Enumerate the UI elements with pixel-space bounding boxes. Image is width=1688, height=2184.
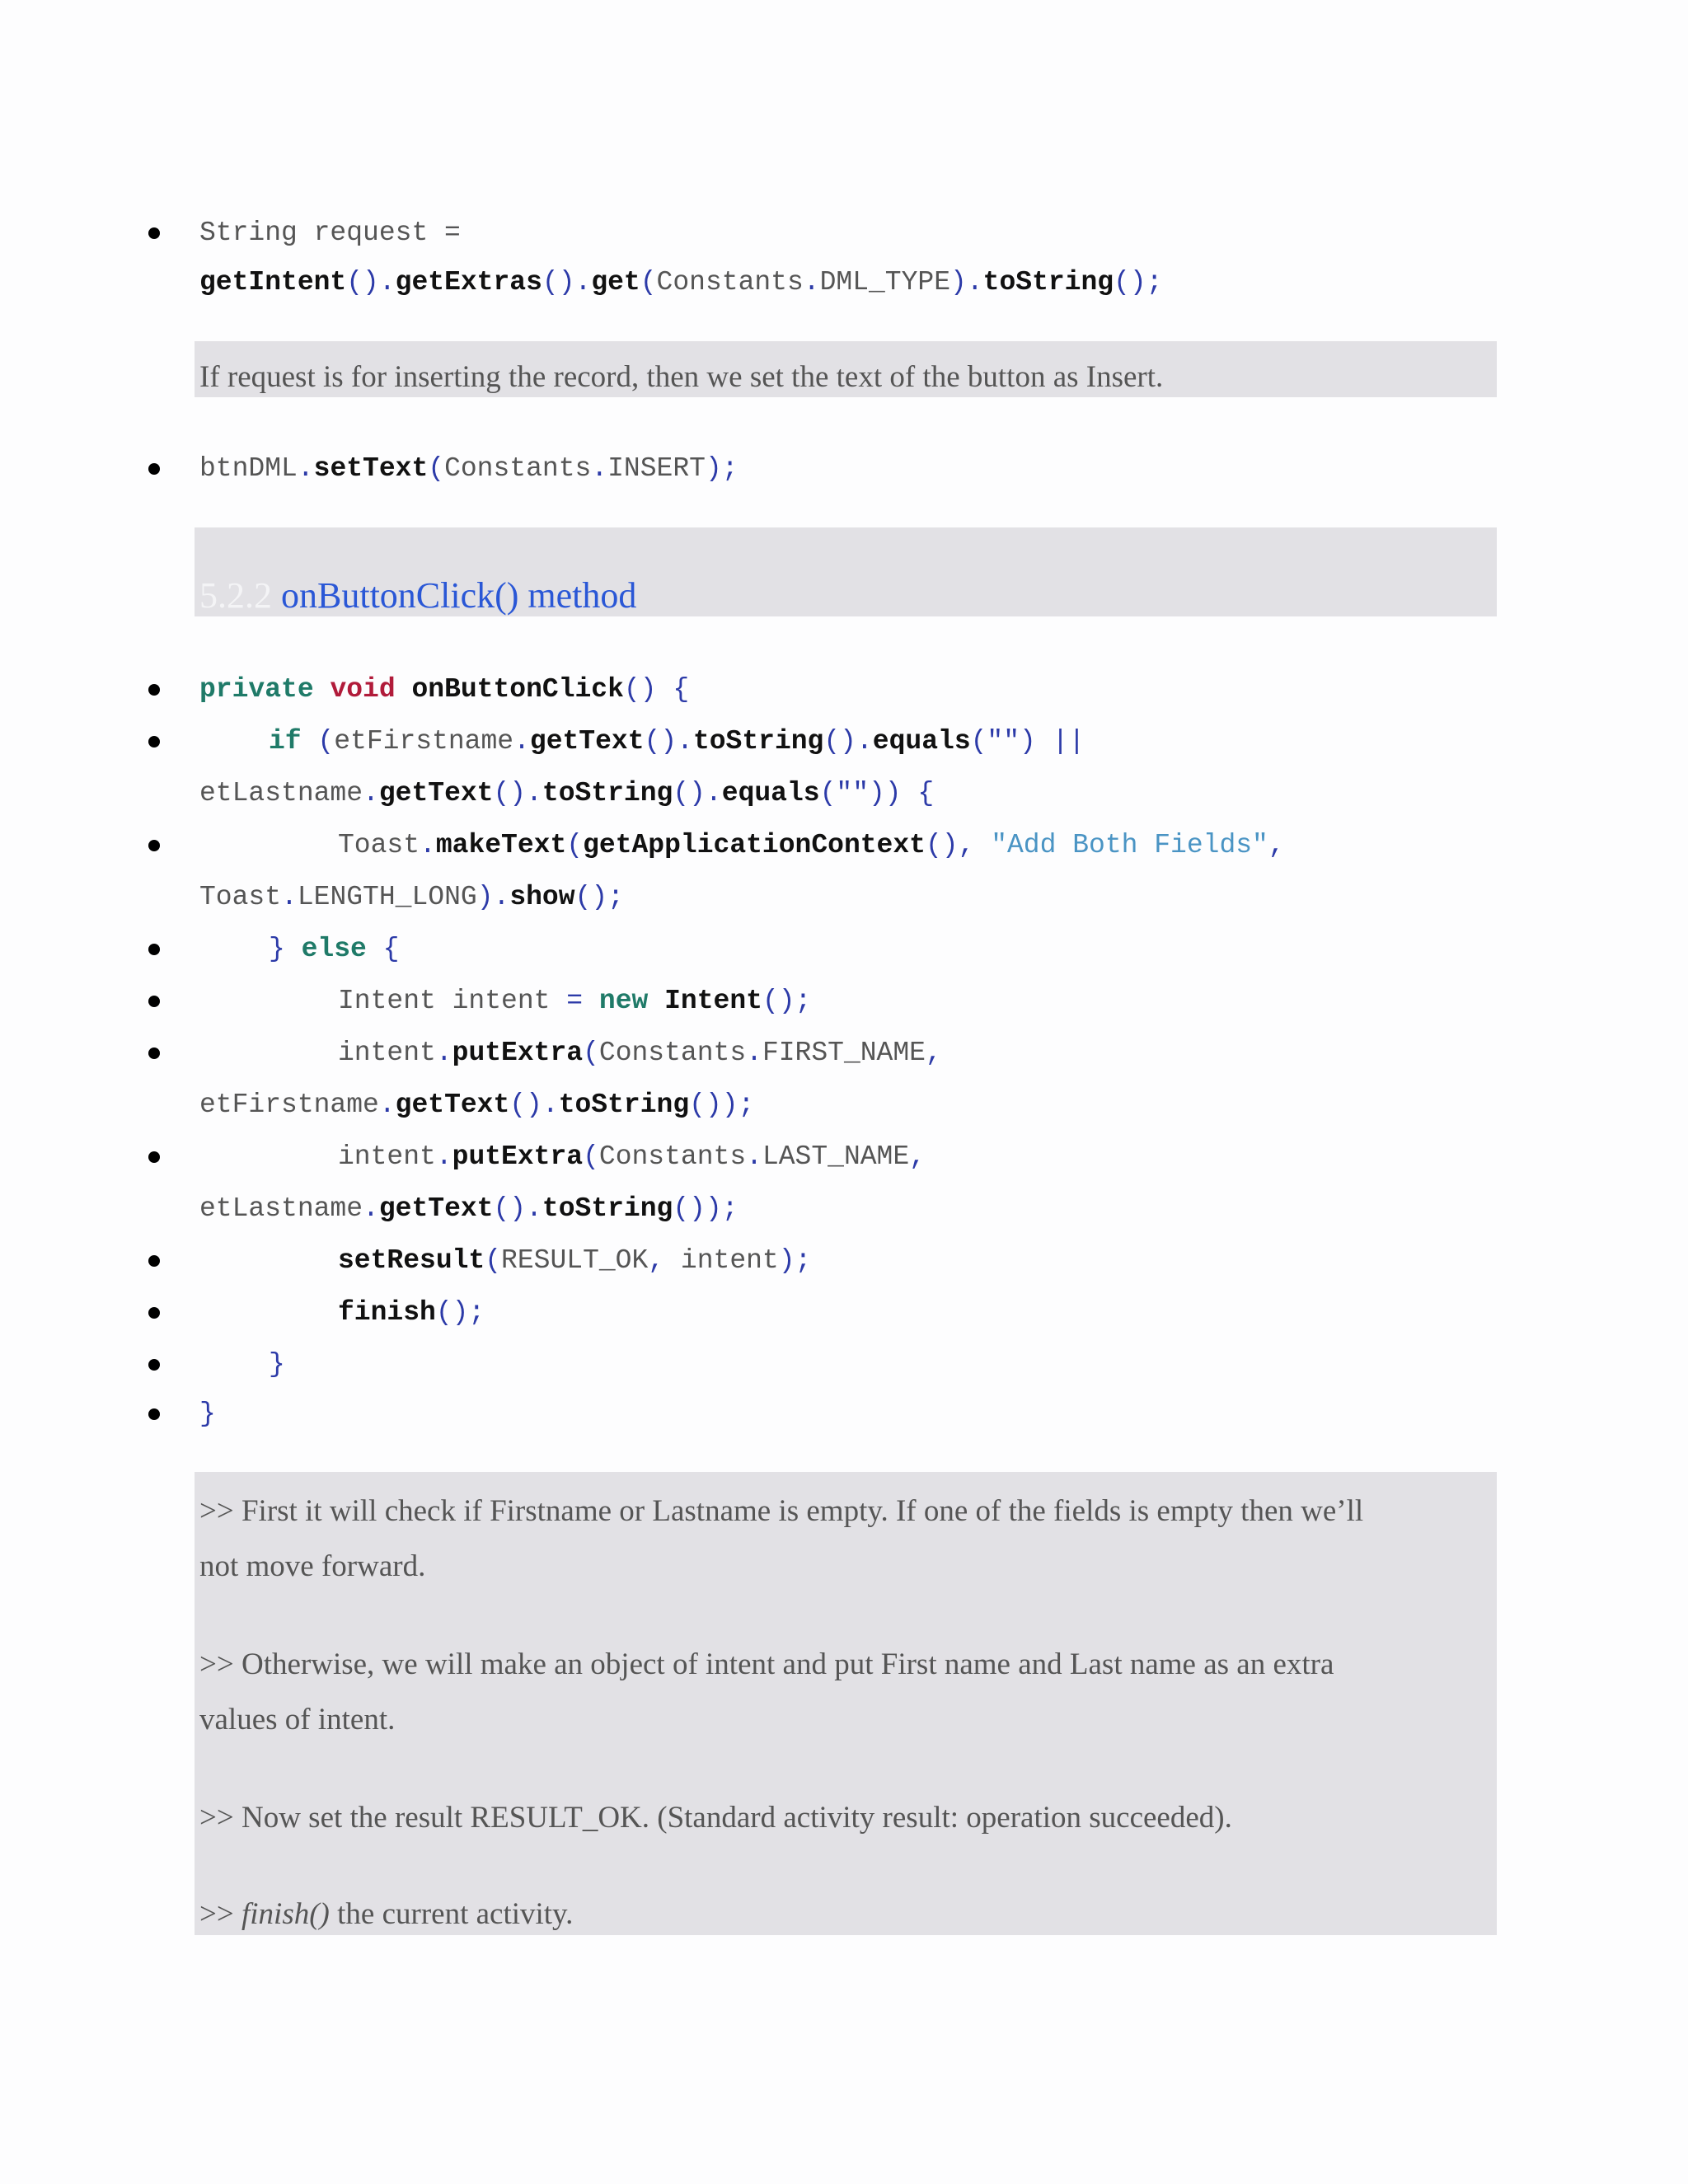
code-token: equals <box>721 778 820 808</box>
code-token: DML_TYPE <box>819 267 951 298</box>
bullet <box>148 1047 160 1059</box>
explanation-suffix: the current activity. <box>337 1897 574 1931</box>
code-token: Toast <box>338 830 420 860</box>
code-token: void <box>330 674 396 705</box>
section-title: onButtonClick() method <box>281 575 637 616</box>
code-token: . <box>856 726 873 757</box>
code-line <box>199 217 461 250</box>
code-line <box>338 829 1285 862</box>
code-token: getIntent <box>199 267 347 298</box>
code-token: . <box>803 267 820 298</box>
code-token: ( <box>583 1141 599 1172</box>
code-line <box>338 1037 942 1070</box>
bullet <box>148 996 160 1007</box>
code-token: . <box>526 1193 542 1224</box>
code-token: makeText <box>435 830 567 860</box>
explanation-paragraph <box>199 1898 573 1931</box>
code-token: setText <box>313 453 429 484</box>
code-token: . <box>281 882 298 912</box>
code-token: } <box>269 1349 285 1380</box>
code-token: toString <box>692 726 824 757</box>
section-heading <box>199 575 636 616</box>
code-token: getExtras <box>395 267 542 298</box>
note-text: If request is for inserting the record, then we set the text of the button as Insert. <box>199 360 1164 394</box>
code-token: etLastname <box>199 1193 363 1224</box>
code-token: ); <box>705 453 738 484</box>
code-token: (); <box>574 882 624 912</box>
code-token: putExtra <box>452 1141 584 1172</box>
code-token: putExtra <box>452 1038 584 1068</box>
code-token: toString <box>558 1090 690 1120</box>
code-token: () <box>823 726 856 757</box>
code-token: () <box>673 778 706 808</box>
code-token: () <box>493 778 527 808</box>
code-token: () <box>346 267 379 298</box>
code-token: LAST_NAME <box>762 1141 910 1172</box>
code-token: , <box>925 1038 942 1068</box>
code-line <box>338 1244 811 1277</box>
code-line <box>199 452 738 485</box>
code-token: () <box>509 1090 542 1120</box>
code-token: (); <box>435 1297 485 1328</box>
code-token: String request = <box>199 218 461 248</box>
code-token: (); <box>1114 267 1163 298</box>
code-token: get <box>591 267 640 298</box>
code-line <box>199 1089 754 1122</box>
code-token: . <box>378 267 396 298</box>
code-token: show <box>509 882 575 912</box>
code-token: (); <box>762 986 812 1016</box>
code-token: intent <box>338 1038 436 1068</box>
code-token: ( <box>583 1038 599 1068</box>
code-token: etLastname <box>199 778 363 808</box>
explanation-prefix: >> <box>199 1897 234 1931</box>
code-line <box>338 1141 926 1174</box>
code-token: = <box>566 986 584 1016</box>
code-token: Constants <box>598 1038 747 1068</box>
code-token: . <box>363 1193 379 1224</box>
bullet <box>148 1408 160 1420</box>
code-token: () <box>644 726 678 757</box>
bullet <box>148 227 160 239</box>
code-token: () <box>493 1193 527 1224</box>
bullet <box>148 1307 160 1319</box>
bullet <box>148 736 160 748</box>
code-token: , <box>909 1141 926 1172</box>
code-token: toString <box>542 778 673 808</box>
code-line <box>199 673 689 706</box>
code-token: ("") || <box>970 726 1085 757</box>
code-token: Constants <box>598 1141 747 1172</box>
code-token: , <box>648 1245 665 1276</box>
code-line <box>269 1348 285 1381</box>
code-token: ) <box>476 882 494 912</box>
code-token: . <box>435 1141 452 1172</box>
explanation-paragraph: values of intent. <box>199 1703 396 1736</box>
bullet <box>148 1359 160 1371</box>
code-token: etFirstname <box>199 1090 379 1120</box>
code-token: () { <box>623 674 690 705</box>
code-token: . <box>574 267 592 298</box>
code-token: . <box>705 778 722 808</box>
code-token: LENGTH_LONG <box>297 882 477 912</box>
code-token: ( <box>317 726 335 757</box>
code-token: ) <box>950 267 967 298</box>
code-token: Intent intent <box>338 986 551 1016</box>
code-token: , <box>1268 830 1285 860</box>
code-token: FIRST_NAME <box>762 1038 926 1068</box>
bullet <box>148 1255 160 1267</box>
code-line <box>269 725 1085 758</box>
code-token: etFirstname <box>334 726 514 757</box>
code-line <box>199 266 1163 299</box>
code-token: toString <box>982 267 1114 298</box>
code-token: { <box>382 934 400 964</box>
bullet <box>148 1151 160 1163</box>
code-token: . <box>297 453 314 484</box>
code-string: "Add Both Fields" <box>991 830 1268 860</box>
code-token: Intent <box>664 986 762 1016</box>
code-token: getText <box>395 1090 510 1120</box>
code-token: getText <box>378 778 494 808</box>
code-line <box>269 933 399 966</box>
code-token: else <box>301 934 367 964</box>
code-token: . <box>363 778 379 808</box>
code-token: intent <box>680 1245 779 1276</box>
explanation-paragraph: >> Otherwise, we will make an object of intent and put First name and Last name as an extra <box>199 1647 1334 1681</box>
explanation-paragraph: >> Now set the result RESULT_OK. (Standard activity result: operation succeeded). <box>199 1801 1232 1835</box>
code-line <box>338 1296 485 1329</box>
code-line <box>199 881 624 914</box>
code-token: (), <box>925 830 975 860</box>
code-token: ( <box>485 1245 502 1276</box>
code-token: Constants <box>656 267 804 298</box>
explanation-paragraph: >> First it will check if Firstname or Lastname is empty. If one of the fields is empty then we’ll <box>199 1494 1364 1528</box>
bullet <box>148 684 160 696</box>
code-token: ( <box>566 830 584 860</box>
code-token: Constants <box>444 453 592 484</box>
code-token: getApplicationContext <box>583 830 926 860</box>
code-token: ()); <box>673 1193 738 1224</box>
code-token: RESULT_OK <box>501 1245 649 1276</box>
code-token: ( <box>428 453 445 484</box>
code-line <box>338 985 811 1018</box>
code-token: setResult <box>338 1245 485 1276</box>
code-token: . <box>966 267 983 298</box>
code-token: getText <box>529 726 645 757</box>
code-token: Toast <box>199 882 282 912</box>
code-token: . <box>493 882 510 912</box>
code-token: . <box>435 1038 452 1068</box>
code-token: ); <box>778 1245 812 1276</box>
code-token: } <box>269 934 285 964</box>
code-token: getText <box>378 1193 494 1224</box>
code-token: . <box>378 1090 396 1120</box>
code-line <box>199 1193 738 1226</box>
bullet <box>148 840 160 851</box>
code-token: . <box>746 1038 762 1068</box>
code-token: finish <box>338 1297 436 1328</box>
code-token: . <box>526 778 542 808</box>
code-line <box>199 777 934 810</box>
code-token: . <box>513 726 530 757</box>
code-token: INSERT <box>607 453 706 484</box>
code-token: . <box>677 726 693 757</box>
code-token: . <box>420 830 436 860</box>
code-token: . <box>591 453 608 484</box>
code-token: if <box>269 726 302 757</box>
code-token: private <box>199 674 314 705</box>
bullet <box>148 944 160 955</box>
code-token: btnDML <box>199 453 298 484</box>
code-line <box>199 1398 216 1431</box>
code-token: } <box>199 1399 216 1429</box>
code-token: new <box>598 986 649 1016</box>
code-token: . <box>746 1141 762 1172</box>
code-token: ( <box>640 267 657 298</box>
code-token: intent <box>338 1141 436 1172</box>
code-token: ("")) { <box>819 778 935 808</box>
explanation-code-ref: finish() <box>241 1897 330 1931</box>
explanation-paragraph: not move forward. <box>199 1549 426 1583</box>
bullet <box>148 463 160 475</box>
code-token: onButtonClick <box>411 674 624 705</box>
code-token: ()); <box>689 1090 755 1120</box>
code-token: equals <box>872 726 971 757</box>
code-token: . <box>542 1090 559 1120</box>
code-token: toString <box>542 1193 673 1224</box>
section-number: 5.2.2 <box>199 575 272 616</box>
code-token: () <box>542 267 575 298</box>
